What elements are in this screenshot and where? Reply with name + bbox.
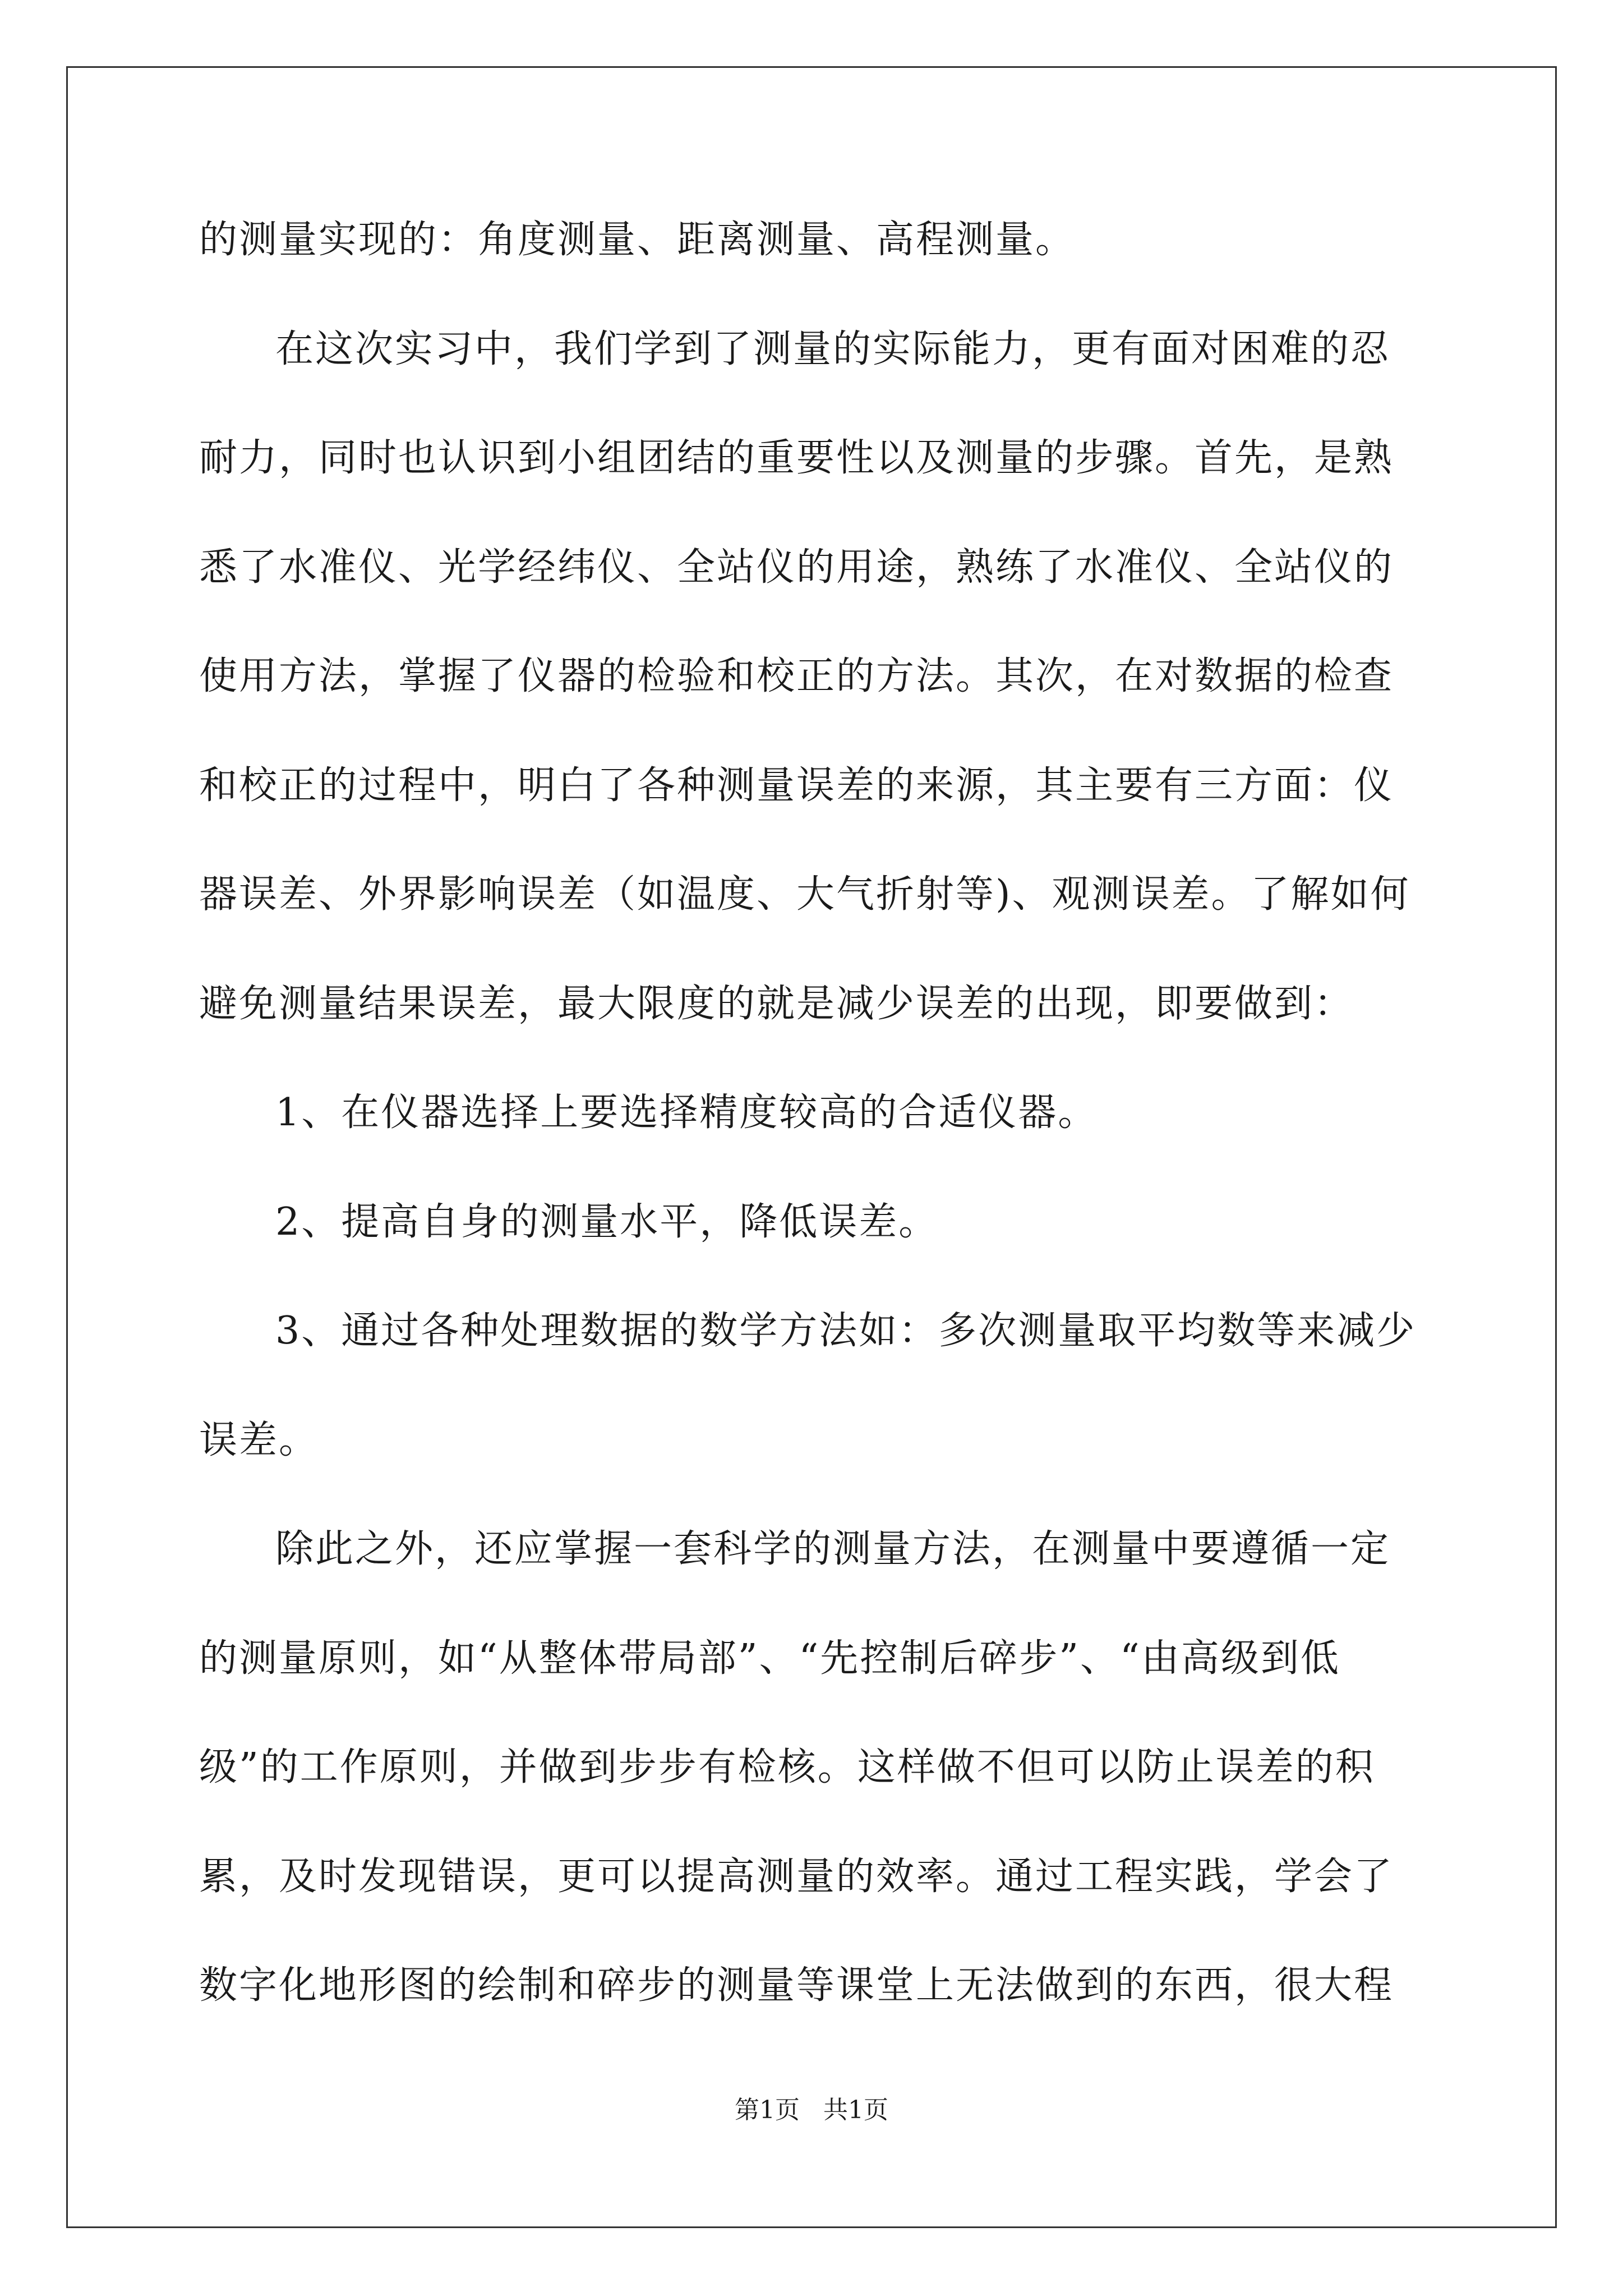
list-item-2: 2、提高自身的测量水平，降低误差。 [275,1200,939,1244]
list-item-1: 1、在仪器选择上要选择精度较高的合适仪器。 [275,1091,1098,1135]
text-line: 的测量实现的：角度测量、距离测量、高程测量。 [199,218,1076,262]
text-line: 避免测量结果误差，最大限度的就是减少误差的出现，即要做到： [199,982,1354,1026]
text-line: 累，及时发现错误，更可以提高测量的效率。通过工程实践，学会了 [199,1855,1394,1899]
paragraph-start-line: 在这次实习中，我们学到了测量的实际能力，更有面对困难的忍 [275,327,1391,371]
text-line: 和校正的过程中，明白了各种测量误差的来源，其主要有三方面：仪 [199,763,1394,808]
text-line: 耐力，同时也认识到小组团结的重要性以及测量的步骤。首先，是熟 [199,436,1394,480]
text-line: 级”的工作原则，并做到步步有检核。这样做不但可以防止误差的积 [199,1745,1375,1789]
text-line: 误差。 [199,1418,319,1462]
paragraph-start-line: 除此之外，还应掌握一套科学的测量方法，在测量中要遵循一定 [275,1527,1391,1571]
list-item-3: 3、通过各种处理数据的数学方法如：多次测量取平均数等来减少 [275,1309,1417,1353]
text-line: 器误差、外界影响误差（如温度、大气折射等)、观测误差。了解如何 [199,872,1410,917]
page-footer [0,2093,1623,2127]
text-line: 的测量原则，如“从整体带局部”、“先控制后碎步”、“由高级到低 [199,1636,1340,1681]
text-line: 使用方法，掌握了仪器的检验和校正的方法。其次，在对数据的检查 [199,654,1394,698]
page-number: 第1页 共1页 [735,2096,888,2124]
text-line: 悉了水准仪、光学经纬仪、全站仪的用途，熟练了水准仪、全站仪的 [199,545,1394,590]
text-line: 数字化地形图的绘制和碎步的测量等课堂上无法做到的东西，很大程 [199,1963,1394,2008]
